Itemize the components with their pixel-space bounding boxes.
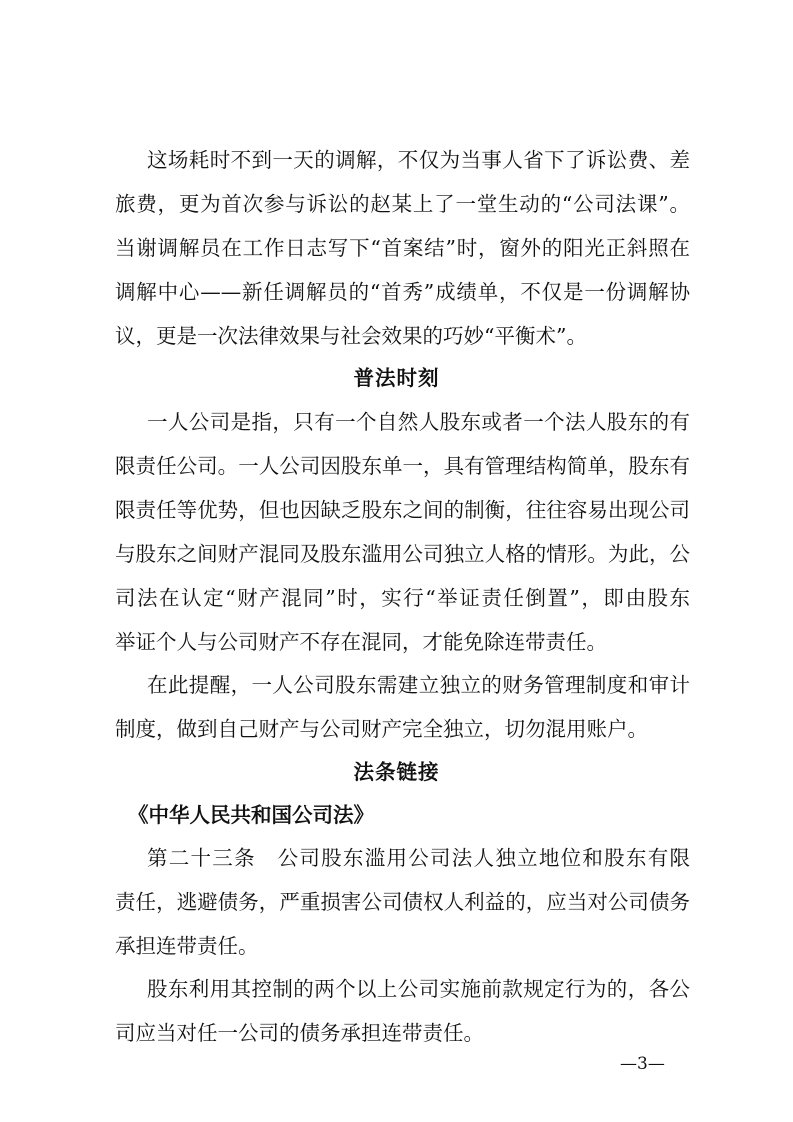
paragraph-2-line-2: 限责任公司。一人公司因股东单一，具有管理结构简单，股东有 bbox=[115, 454, 690, 478]
paragraph-3-line-2: 制度，做到自己财产与公司财产完全独立，切勿混用账户。 bbox=[115, 717, 648, 741]
law-title: 《中华人民共和国公司法》 bbox=[128, 803, 374, 827]
paragraph-4-line-3: 承担连带责任。 bbox=[115, 934, 259, 958]
paragraph-1-line-2: 旅费，更为首次参与诉讼的赵某上了一堂生动的“公司法课”。 bbox=[115, 192, 690, 216]
paragraph-1-line-4: 调解中心——新任调解员的“首秀”成绩单，不仅是一份调解协 bbox=[115, 280, 690, 304]
paragraph-4-line-2: 责任，逃避债务，严重损害公司债权人利益的，应当对公司债务 bbox=[115, 890, 690, 914]
page-number: —3— bbox=[620, 1054, 665, 1074]
paragraph-2-line-3: 限责任等优势，但也因缺乏股东之间的制衡，往往容易出现公司 bbox=[115, 498, 690, 522]
section-heading-pufa: 普法时刻 bbox=[353, 366, 440, 390]
paragraph-1-line-5: 议，更是一次法律效果与社会效果的巧妙“平衡术”。 bbox=[115, 324, 587, 348]
paragraph-1-line-3: 当谢调解员在工作日志写下“首案结”时，窗外的阳光正斜照在 bbox=[115, 236, 690, 260]
paragraph-5-line-1: 股东利用其控制的两个以上公司实施前款规定行为的，各公 bbox=[147, 977, 690, 1001]
paragraph-4-line-1: 第二十三条 公司股东滥用公司法人独立地位和股东有限 bbox=[147, 846, 690, 870]
paragraph-2-line-4: 与股东之间财产混同及股东滥用公司独立人格的情形。为此，公 bbox=[115, 542, 690, 566]
paragraph-2-line-5: 司法在认定“财产混同”时，实行“举证责任倒置”，即由股东 bbox=[115, 586, 690, 610]
section-heading-fatiao: 法条链接 bbox=[353, 760, 440, 784]
paragraph-5-line-2: 司应当对任一公司的债务承担连带责任。 bbox=[115, 1021, 484, 1045]
paragraph-1-line-1: 这场耗时不到一天的调解，不仅为当事人省下了诉讼费、差 bbox=[147, 148, 690, 172]
paragraph-2-line-1: 一人公司是指，只有一个自然人股东或者一个法人股东的有 bbox=[147, 410, 690, 434]
paragraph-2-line-6: 举证个人与公司财产不存在混同，才能免除连带责任。 bbox=[115, 630, 607, 654]
paragraph-3-line-1: 在此提醒，一人公司股东需建立独立的财务管理制度和审计 bbox=[147, 673, 690, 697]
